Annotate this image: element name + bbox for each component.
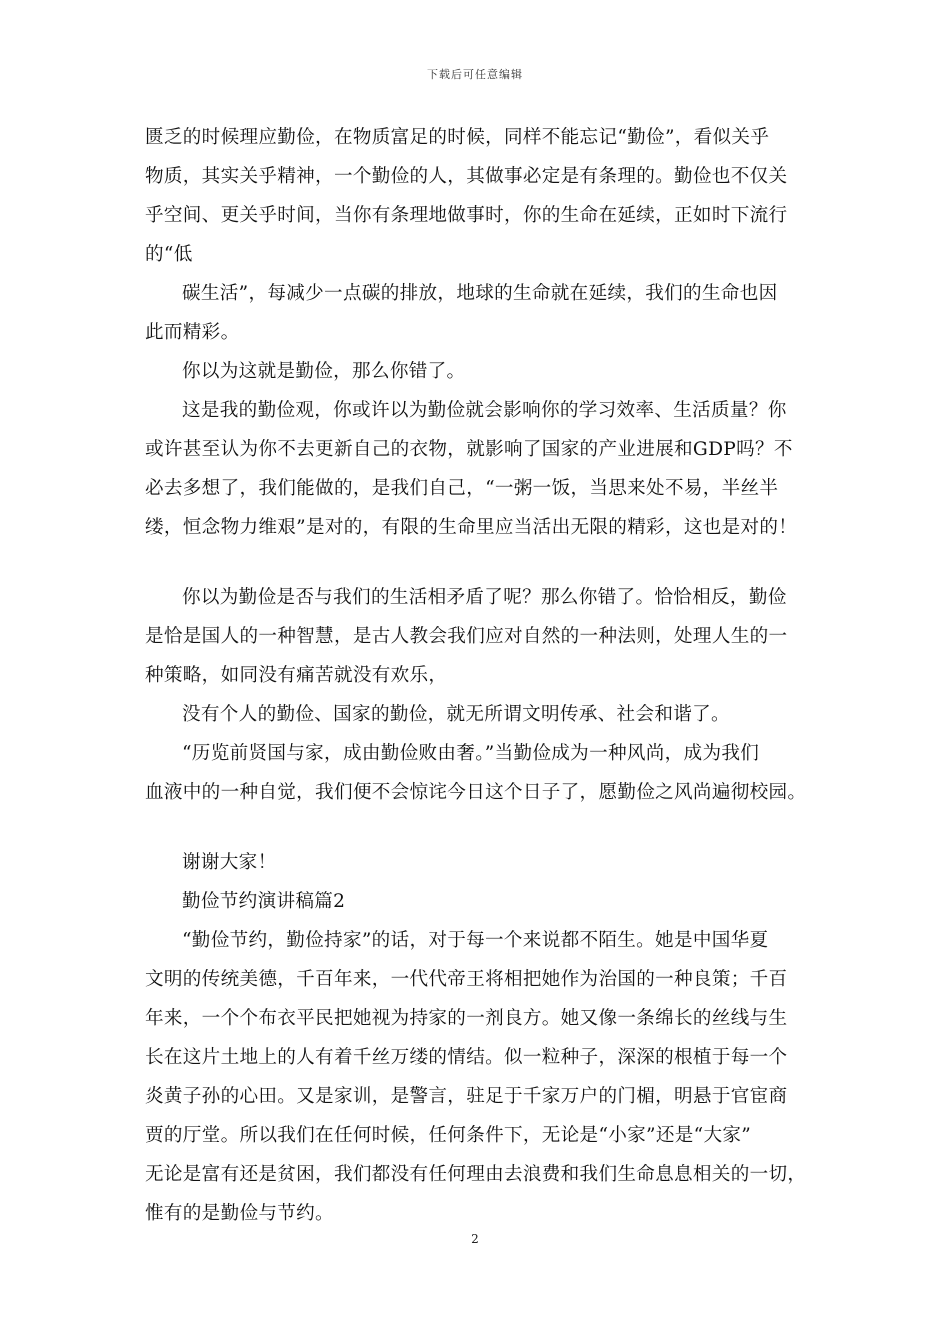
text-line: 此而精彩。 xyxy=(145,322,240,343)
text-line: 物质，其实关乎精神，一个勤俭的人，其做事必定是有条理的。勤俭也不仅关 xyxy=(145,166,788,187)
text-line: 没有个人的勤俭、国家的勤俭，就无所谓文明传承、社会和谐了。 xyxy=(182,704,730,725)
text-line: 缕，恒念物力维艰”是对的，有限的生命里应当活出无限的精彩，这也是对的！ xyxy=(145,517,798,538)
text-line: 或许甚至认为你不去更新自己的衣物，就影响了国家的产业进展和GDP吗？不 xyxy=(145,439,793,460)
text-line: 你以为这就是勤俭，那么你错了。 xyxy=(182,361,466,382)
text-line: 无论是富有还是贫困，我们都没有任何理由去浪费和我们生命息息相关的一切， xyxy=(145,1164,807,1185)
text-line: 年来，一个个布衣平民把她视为持家的一剂良方。她又像一条绵长的丝线与生 xyxy=(145,1008,788,1029)
text-line: 必去多想了，我们能做的，是我们自己，“一粥一饭，当思来处不易，半丝半 xyxy=(145,478,779,499)
text-line: “勤俭节约，勤俭持家”的话，对于每一个来说都不陌生。她是中国华夏 xyxy=(182,930,769,951)
text-line: 乎空间、更关乎时间，当你有条理地做事时，你的生命在延续，正如时下流行 xyxy=(145,205,788,226)
text-line: 炎黄子孙的心田。又是家训，是警言，驻足于千家万户的门楣，明悬于官宦商 xyxy=(145,1086,788,1107)
text-line: 长在这片土地上的人有着千丝万缕的情结。似一粒种子，深深的根植于每一个 xyxy=(145,1047,788,1068)
text-line: 文明的传统美德，千百年来，一代代帝王将相把她作为治国的一种良策；千百 xyxy=(145,969,788,990)
closing-line: 谢谢大家！ xyxy=(182,852,277,873)
section-title: 勤俭节约演讲稿篇2 xyxy=(182,891,346,912)
page-header: 下载后可任意编辑 xyxy=(427,68,523,81)
text-line: 血液中的一种自觉，我们便不会惊诧今日这个日子了，愿勤俭之风尚遍彻校园。 xyxy=(145,782,807,803)
text-line: 这是我的勤俭观，你或许以为勤俭就会影响你的学习效率、生活质量？你 xyxy=(182,400,787,421)
text-line: 你以为勤俭是否与我们的生活相矛盾了呢？那么你错了。恰恰相反，勤俭 xyxy=(182,587,787,608)
paragraph-gap xyxy=(145,547,820,578)
text-line: 惟有的是勤俭与节约。 xyxy=(145,1203,334,1224)
text-line: 种策略，如同没有痛苦就没有欢乐， xyxy=(145,665,448,686)
text-line: 贾的厅堂。所以我们在任何时候，任何条件下，无论是“小家”还是“大家” xyxy=(145,1125,752,1146)
text-line: 是恰是国人的一种智慧，是古人教会我们应对自然的一种法则，处理人生的一 xyxy=(145,626,788,647)
text-line: 匮乏的时候理应勤俭，在物质富足的时候，同样不能忘记“勤俭”，看似关乎 xyxy=(145,127,770,148)
text-line: 碳生活”，每减少一点碳的排放，地球的生命就在延续，我们的生命也因 xyxy=(182,283,778,304)
text-line: “历览前贤国与家，成由勤俭败由奢。”当勤俭成为一种风尚，成为我们 xyxy=(182,743,760,764)
document-body xyxy=(145,118,820,1272)
page-number: 2 xyxy=(471,1232,479,1246)
paragraph-gap xyxy=(145,812,820,843)
text-line: 的“低 xyxy=(145,244,193,265)
